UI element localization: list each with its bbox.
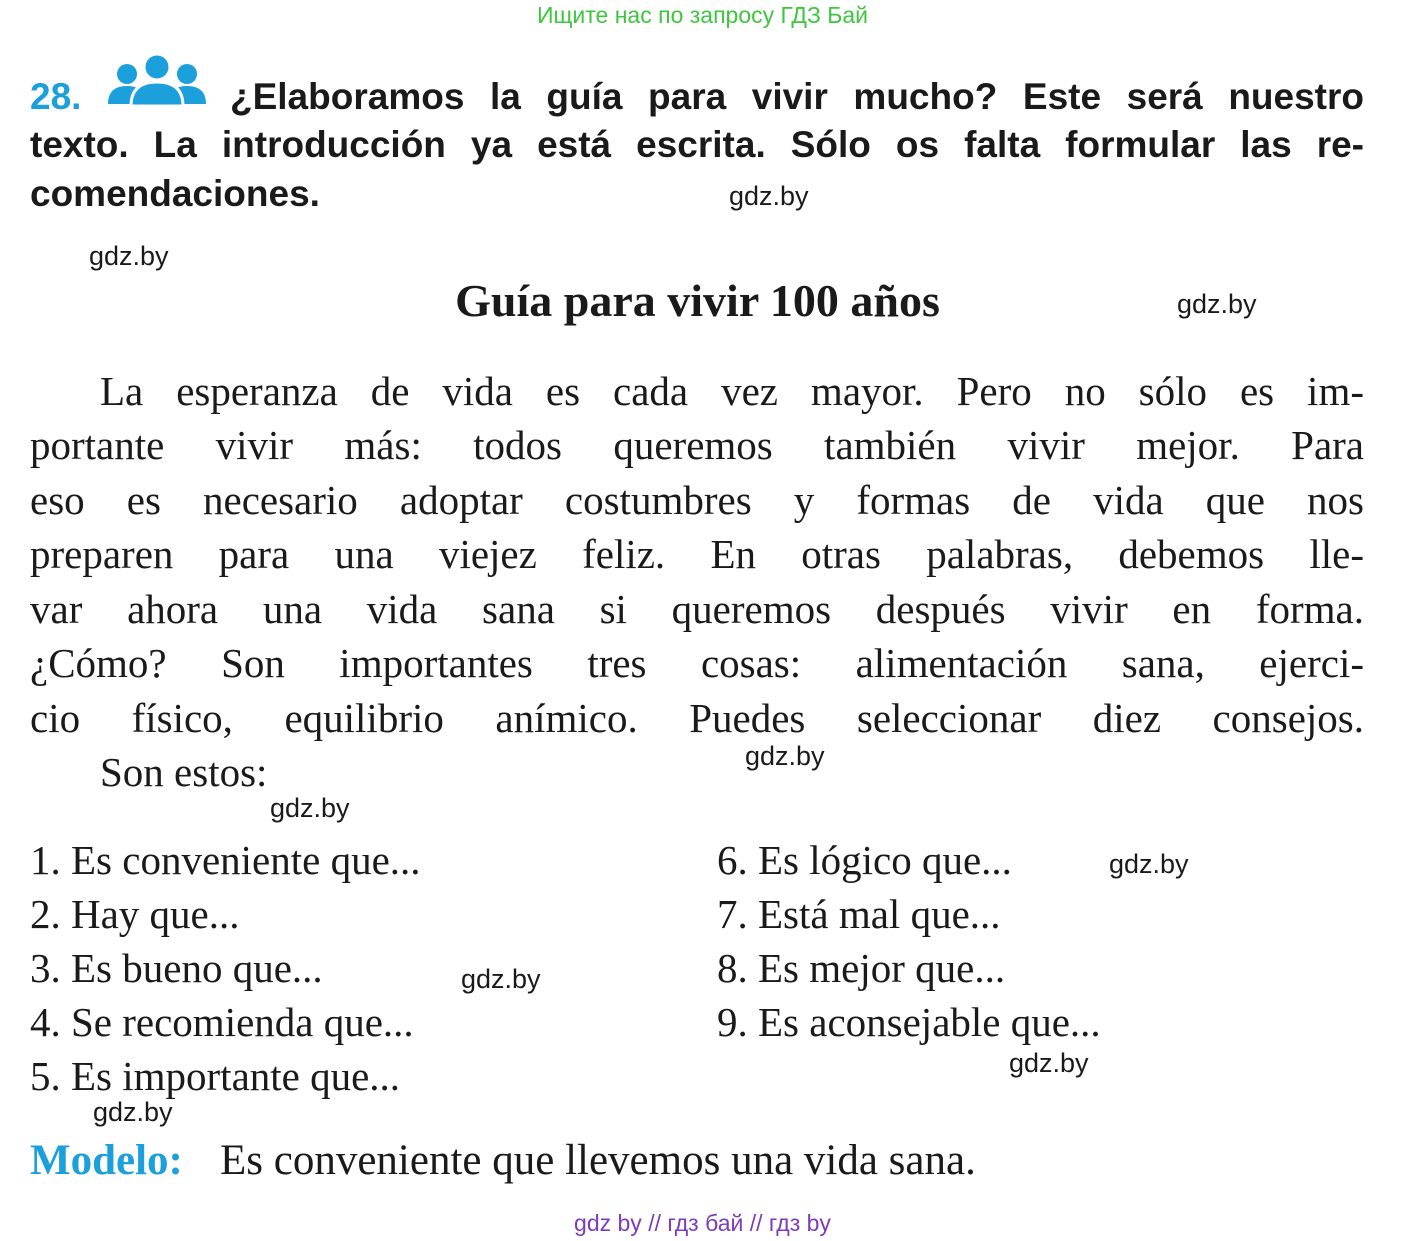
list-item: 9. Es aconsejable que...	[717, 999, 1101, 1045]
list-item: 8. Es mejor que...	[717, 945, 1006, 991]
top-banner[interactable]: Ищите нас по запросу ГДЗ Бай	[536, 2, 869, 28]
watermark: gdz.by	[745, 741, 825, 771]
list-item: 1. Es conveniente que...	[30, 837, 421, 883]
exercise-number: 28.	[30, 76, 82, 117]
task-line-3: comendaciones.	[30, 173, 320, 214]
guide-title: Guía para vivir 100 años	[455, 275, 940, 326]
paragraph-line: La esperanza de vida es cada vez mayor. Pero no sólo es im-	[100, 368, 1364, 414]
list-item: 7. Está mal que...	[717, 891, 1001, 937]
paragraph-line: ¿Cómo? Son importantes tres cosas: alimentación sana, ejerci-	[30, 640, 1364, 686]
model-label: Modelo:	[30, 1137, 183, 1184]
watermark: gdz.by	[1109, 849, 1189, 879]
list-item: 5. Es importante que...	[30, 1053, 401, 1099]
task-line-1: ¿Elaboramos la guía para vivir mucho? Este será nuestro	[230, 76, 1364, 117]
watermark: gdz.by	[461, 964, 541, 994]
list-item: 2. Hay que...	[30, 891, 240, 937]
list-item: 4. Se recomienda que...	[30, 999, 414, 1045]
list-item: 6. Es lógico que...	[717, 837, 1012, 883]
paragraph-line: var ahora una vida sana si queremos después vivir en forma.	[30, 586, 1364, 632]
watermark: gdz.by	[729, 181, 809, 211]
bottom-banner[interactable]: gdz by // гдз бай // гдз by	[574, 1210, 831, 1236]
watermark: gdz.by	[93, 1097, 173, 1127]
paragraph-line: eso es necesario adoptar costumbres y formas de vida que nos	[30, 477, 1364, 523]
watermark: gdz.by	[270, 793, 350, 823]
paragraph-line: cio físico, equilibrio anímico. Puedes seleccionar diez consejos.	[30, 695, 1364, 741]
group-work-icon	[104, 52, 210, 108]
model-text: Es conveniente que llevemos una vida sana.	[220, 1137, 976, 1184]
watermark: gdz.by	[89, 241, 169, 271]
watermark: gdz.by	[1177, 289, 1257, 319]
list-item: 3. Es bueno que...	[30, 945, 323, 991]
paragraph-line: portante vivir más: todos queremos también vivir mejor. Para	[30, 422, 1364, 468]
task-line-2: texto. La introducción ya está escrita. Sólo os falta formular las re-	[30, 124, 1364, 165]
paragraph-line: Son estos:	[100, 749, 268, 795]
paragraph-line: preparen para una viejez feliz. En otras palabras, debemos lle-	[30, 531, 1364, 577]
watermark: gdz.by	[1009, 1048, 1089, 1078]
